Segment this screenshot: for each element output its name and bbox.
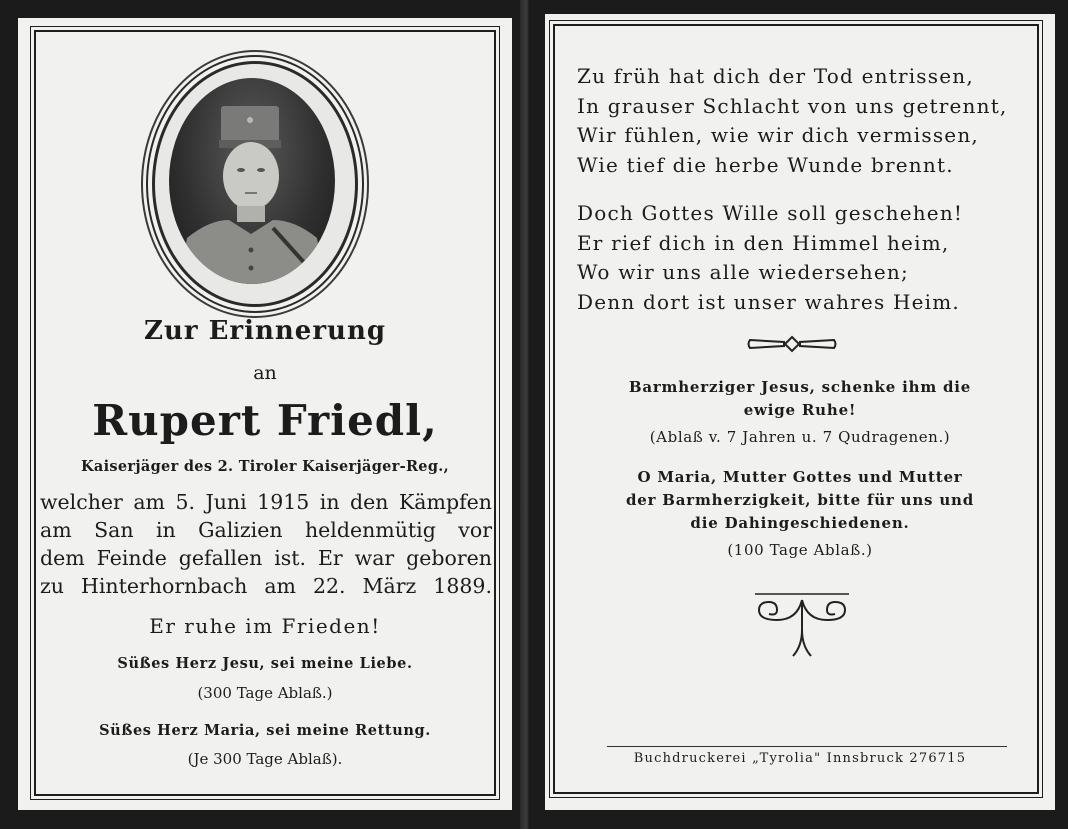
regiment-line: Kaiserjäger des 2. Tiroler Kaiserjäger-Reg., [81, 458, 449, 475]
memorial-heading: Zur Erinnerung [143, 316, 387, 346]
indulgence-note: (100 Tage Ablaß.) [727, 541, 873, 559]
indulgence-note: (Je 300 Tage Ablaß). [187, 750, 343, 768]
poem-stanza-1 [577, 62, 1017, 180]
poem-line: Doch Gottes Wille soll geschehen! [577, 201, 964, 225]
poem-line: In grauser Schlacht von uns getrennt, [577, 93, 1008, 118]
bio-line: am San in Galizien heldenmütig vor [40, 518, 492, 542]
portrait-frame [152, 61, 358, 307]
deceased-name: Rupert Friedl, [92, 396, 438, 445]
soldier-figure-icon [169, 78, 335, 284]
prayer-sacred-heart-mary: Süßes Herz Maria, sei meine Rettung. [99, 722, 431, 739]
poem-line: Wo wir uns alle wiedersehen; [577, 260, 909, 284]
prayer-merciful-jesus: ewige Ruhe! [743, 401, 857, 419]
poem-line: Zu früh hat dich der Tod entrissen, [577, 64, 974, 88]
bio-line: welcher am 5. Juni 1915 in den Kämpfen [40, 490, 492, 514]
poem-line: Denn dort ist unser wahres Heim. [577, 289, 960, 314]
prayer-sacred-heart-jesus: Süßes Herz Jesu, sei meine Liebe. [117, 655, 413, 672]
indulgence-note: (Ablaß v. 7 Jahren u. 7 Qudragenen.) [649, 428, 951, 446]
right-paper [545, 14, 1055, 810]
memorial-card-left [0, 0, 525, 829]
prayer-mary: der Barmherzigkeit, bitte für uns und [625, 491, 975, 509]
flourish-ornament-icon [747, 590, 857, 660]
left-paper [18, 18, 512, 810]
heading-connector: an [253, 362, 277, 384]
bio-line: zu Hinterhornbach am 22. März 1889. [40, 574, 492, 598]
rest-in-peace-line: Er ruhe im Frieden! [149, 614, 381, 638]
poem-line: Wir fühlen, wie wir dich vermissen, [577, 123, 979, 147]
printer-divider [607, 746, 1007, 747]
poem-line: Wie tief die herbe Wunde brennt. [577, 152, 954, 177]
prayer-merciful-jesus: Barmherziger Jesus, schenke ihm die [628, 378, 972, 396]
memorial-card-right [531, 0, 1068, 829]
prayer-mary: die Dahingeschiedenen. [690, 514, 910, 532]
printer-imprint: Buchdruckerei „Tyrolia" Innsbruck 276715 [633, 751, 967, 766]
poem-stanza-2 [577, 199, 1017, 317]
bio-line: dem Feinde gefallen ist. Er war geboren [40, 546, 492, 570]
poem-line: Er rief dich in den Himmel heim, [577, 230, 950, 255]
divider-ornament-icon [746, 332, 838, 356]
soldier-portrait [169, 78, 335, 284]
indulgence-note: (300 Tage Ablaß.) [197, 684, 333, 702]
biography-paragraph [40, 488, 492, 600]
prayer-mary: O Maria, Mutter Gottes und Mutter [637, 468, 963, 486]
